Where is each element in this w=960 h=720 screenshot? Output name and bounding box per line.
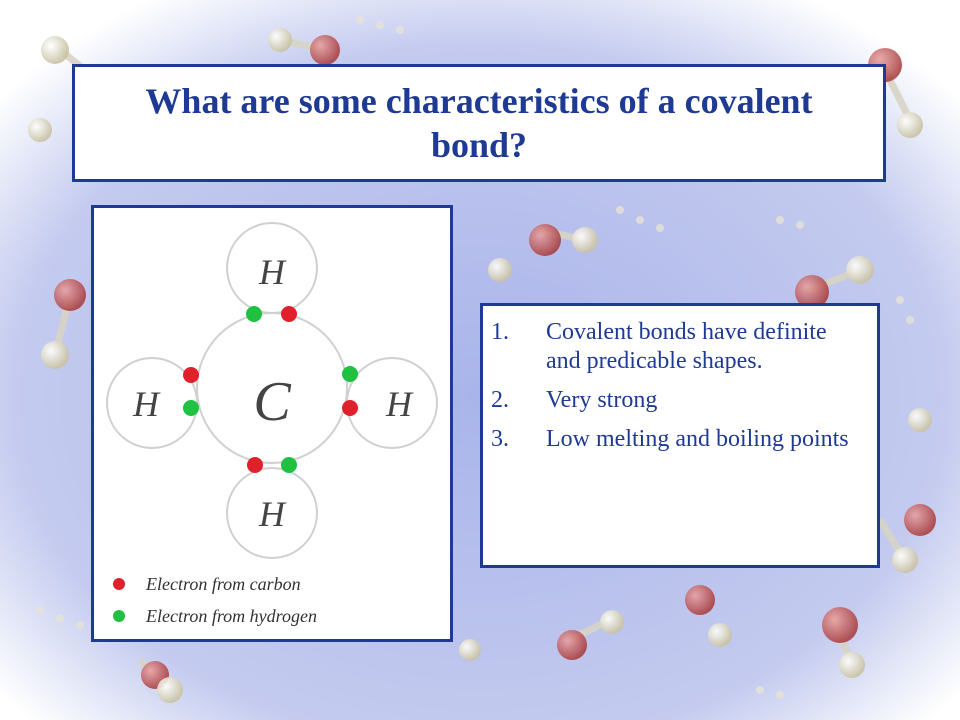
hydrogen-electron — [183, 400, 199, 416]
list-item-text: Very strong — [546, 387, 658, 413]
list-item-text: Covalent bonds have definite and predicable shapes. — [546, 319, 827, 374]
methane-electron-dot-diagram — [94, 208, 450, 639]
carbon-electron — [183, 367, 199, 383]
legend-hydrogen-dot — [113, 610, 125, 622]
characteristics-list — [491, 318, 865, 454]
legend-carbon-label: Electron from carbon — [146, 574, 301, 594]
legend-carbon-dot — [113, 578, 125, 590]
hydrogen-label-bottom: H — [259, 494, 285, 534]
characteristics-list-box — [480, 303, 880, 568]
slide-title: What are some characteristics of a covalent bond? — [145, 81, 813, 165]
hydrogen-electron — [246, 306, 262, 322]
list-item-number: 3. — [491, 426, 509, 452]
list-item — [491, 386, 865, 415]
list-item — [491, 318, 865, 376]
hydrogen-electron — [342, 366, 358, 382]
hydrogen-label-left: H — [133, 384, 159, 424]
slide-title-box — [72, 64, 886, 182]
hydrogen-electron — [281, 457, 297, 473]
carbon-electron — [342, 400, 358, 416]
carbon-electron — [247, 457, 263, 473]
carbon-label: C — [253, 371, 291, 433]
list-item-number: 1. — [491, 319, 509, 345]
list-item-number: 2. — [491, 387, 509, 413]
list-item — [491, 425, 865, 454]
hydrogen-label-top: H — [259, 252, 285, 292]
methane-diagram-box — [91, 205, 453, 642]
carbon-electron — [281, 306, 297, 322]
legend-hydrogen-label: Electron from hydrogen — [146, 606, 317, 626]
hydrogen-label-right: H — [386, 384, 412, 424]
list-item-text: Low melting and boiling points — [546, 426, 849, 452]
diagram-legend — [113, 574, 317, 626]
